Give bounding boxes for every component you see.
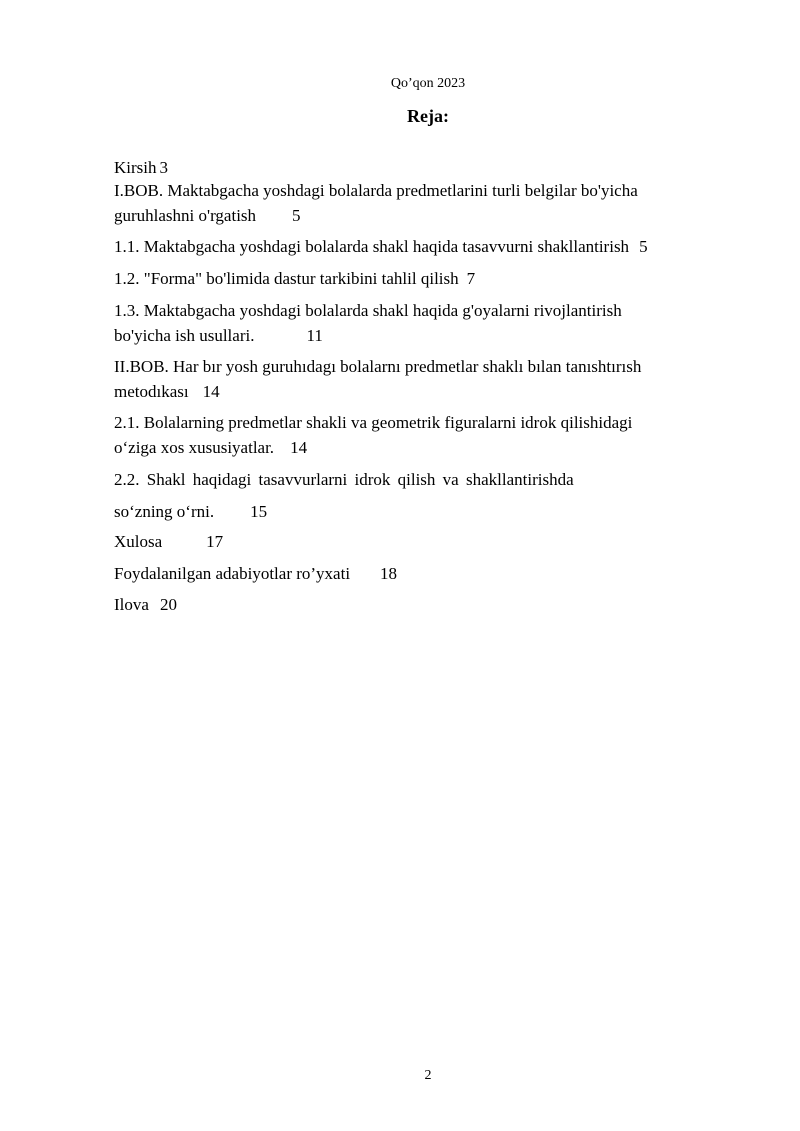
page-number: 2 [424, 1068, 432, 1083]
toc-entry-2-1 [114, 410, 632, 460]
toc-entry-appendix [114, 592, 177, 617]
page-title: Reja: [407, 106, 449, 126]
toc-entry-title-line-2: so‘zning o‘rni. [114, 502, 215, 521]
toc-entry-1-1 [114, 234, 648, 259]
toc-page-number: 14 [202, 382, 220, 401]
toc-page-number: 11 [306, 326, 323, 345]
toc-page-number: 14 [290, 438, 308, 457]
toc-entry-2-2 [114, 467, 574, 524]
toc-entry-title: Ilova [114, 595, 149, 614]
toc-entry-title-line-1: I.BOB. Maktabgacha yoshdagi bolalarda predmetlarini turli belgilar bo'yicha [114, 181, 638, 200]
toc-page-number: 17 [206, 532, 224, 551]
toc-entry-title-line-2: o‘ziga xos xususiyatlar. [114, 438, 275, 457]
toc-entry-chapter-2 [114, 354, 641, 404]
toc-entry-title: Foydalanilgan adabiyotlar ro’yxati [114, 564, 351, 583]
toc-entry-chapter-1 [114, 178, 638, 228]
toc-page-number: 5 [639, 237, 648, 256]
toc-page-number: 5 [292, 206, 301, 225]
toc-entry-title: 1.2. "Forma" bo'limida dastur tarkibini tahlil qilish [114, 269, 459, 288]
toc-entry-title: 1.1. Maktabgacha yoshdagi bolalarda shakl haqida tasavvurni shakllantirish [114, 237, 630, 256]
toc-entry-1-3 [114, 298, 622, 348]
toc-entry-references [114, 561, 397, 586]
toc-entry-title-line-1: 1.3. Maktabgacha yoshdagi bolalarda shakl haqida g'oyalarni rivojlantirish [114, 301, 622, 320]
toc-entry-intro [114, 155, 168, 180]
toc-entry-title: Xulosa [114, 532, 163, 551]
toc-page-number: 3 [159, 158, 168, 177]
toc-entry-title-line-2: guruhlashni o'rgatish [114, 206, 257, 225]
toc-page-number: 15 [250, 502, 268, 521]
toc-page-number: 20 [159, 595, 177, 614]
toc-entry-conclusion [114, 529, 223, 554]
toc-entry-1-2 [114, 266, 475, 291]
toc-entry-title: Kirsih [114, 158, 157, 177]
toc-entry-title-line-2: metodıkası [114, 382, 189, 401]
page-header: Qo’qon 2023 [390, 76, 466, 91]
toc-entry-title-line-2: bo'yicha ish usullari. [114, 326, 255, 345]
toc-entry-title-line-1: II.BOB. Har bır yosh guruhıdagı bolalarnı predmetlar shaklı bılan tanıshtırısh [114, 357, 642, 376]
toc-page-number: 7 [466, 269, 476, 288]
toc-entry-title-line-1: 2.1. Bolalarning predmetlar shakli va geometrik figuralarni idrok qilishidagi [114, 413, 633, 432]
toc-page-number: 18 [380, 564, 398, 583]
toc-entry-title-line-1: 2.2. Shakl haqidagi tasavvurlarni idrok qilish va shakllantirishda [114, 470, 574, 489]
